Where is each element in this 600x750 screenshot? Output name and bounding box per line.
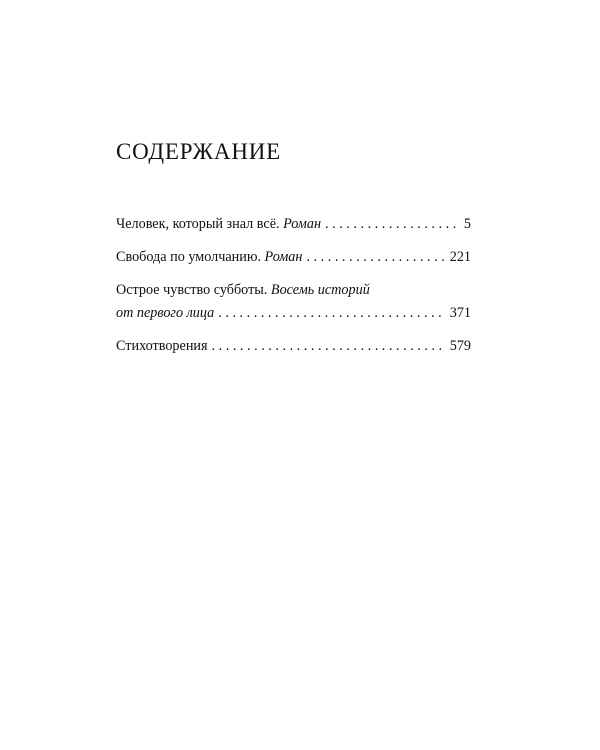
dot-leader — [212, 335, 446, 358]
dot-leader — [306, 246, 445, 269]
entry-subtitle: Роман — [264, 249, 303, 265]
entry-subtitle: Восемь историй — [270, 282, 370, 298]
entry-subtitle: Роман — [283, 216, 321, 232]
toc-entry-3 — [116, 279, 471, 325]
toc-entry-title — [116, 335, 208, 358]
entry-title-text: Свобода по умолчанию. — [116, 249, 261, 265]
toc-line — [116, 335, 471, 358]
table-of-contents — [116, 213, 471, 368]
entry-title-text: Стихотворения — [116, 338, 208, 354]
page-number: 371 — [449, 305, 471, 321]
entry-title-text: Человек, который знал всё. — [116, 216, 280, 232]
toc-entry-title — [116, 279, 370, 302]
toc-entry-4 — [116, 335, 471, 358]
toc-entry-1 — [116, 213, 471, 236]
dot-leader — [218, 302, 445, 325]
dot-leader — [325, 213, 460, 236]
contents-heading: СОДЕРЖАНИЕ — [116, 139, 282, 164]
toc-line-second — [116, 302, 471, 325]
page-number: 221 — [449, 249, 471, 265]
page-number: 5 — [463, 216, 471, 232]
entry-subtitle-continued: от первого лица — [116, 305, 215, 321]
toc-entry-2 — [116, 246, 471, 269]
toc-line — [116, 246, 471, 269]
toc-entry-title — [116, 213, 321, 236]
toc-entry-title — [116, 246, 302, 269]
entry-title-text: Острое чувство субботы. — [116, 282, 268, 298]
toc-line — [116, 213, 471, 236]
page-number: 579 — [449, 338, 471, 354]
toc-line-first — [116, 279, 471, 302]
